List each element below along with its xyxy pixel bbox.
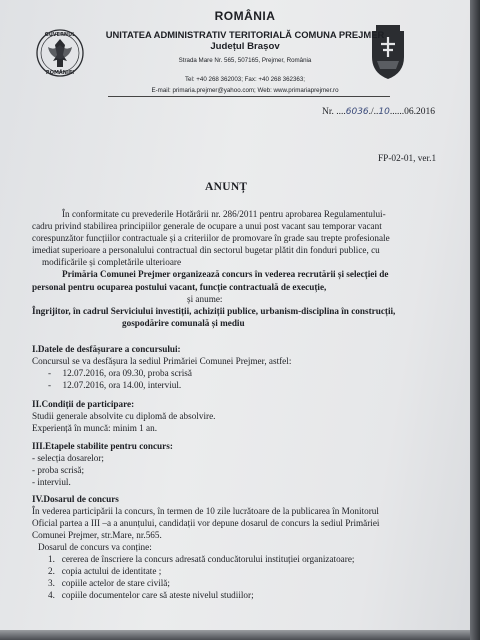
section-text: Comunei Prejmer, str.Mare, nr.565. [32,530,162,540]
header-county: Județul Brașov [210,41,280,52]
list-item: - 12.07.2016, ora 14.00, interviul. [48,380,182,390]
registration-number: Nr. ....6036./..10......06.2016 [322,107,435,117]
connector-text: și anume: [187,293,223,304]
list-item: - interviul. [32,477,71,487]
section-stages [32,440,173,488]
registration-prefix: Nr. [322,107,334,117]
section-text: Studii generale absolvite cu diplomă de absolvire. [32,411,216,421]
section-text: În vederea participării la concurs, în termen de 10 zile lucrătoare de la publicarea în Monitorul [32,506,379,516]
list-item: 2. copia actului de identitate ; [48,566,162,576]
list-item: - 12.07.2016, ora 09.30, proba scrisă [48,368,192,378]
header-organization: UNITATEA ADMINISTRATIV TERITORIALĂ COMUNA PREJMER [105,29,385,40]
list-item: - proba scrisă; [32,465,85,475]
intro-paragraph [32,208,437,329]
position-line: Îngrijitor, în cadrul Serviciului investiții, achiziții publice, urbanism-disciplina în construcții, [32,305,396,316]
section-dates [32,343,291,391]
list-item: - selecția dosarelor; [32,453,104,463]
registration-handwritten-day: 10 [378,107,390,117]
section-text: Oficial partea a III –a a anunțului, candidații vor depune dosarul de concurs la sediul Primăriei [32,518,380,528]
section-text: Experiență în muncă: minim 1 an. [32,423,158,433]
section-conditions [32,398,215,434]
intro-line: cadru privind stabilirea principiilor generale de ocupare a unui post vacant sau temporar vacant [32,221,382,232]
section-heading: III.Etapele stabilite pentru concurs: [32,441,173,451]
list-item: 1. cererea de înscriere la concurs adresată conducătorului instituției organizatoare; [48,554,355,564]
emblem-text-bottom: ROMÂNIEI [45,70,75,76]
section-heading: II.Condiții de participare: [32,399,135,409]
registration-suffix: .06.2016 [401,107,435,117]
table-surface [0,630,470,640]
header-phone: Tel: +40 268 362003; Fax: +40 268 362363; [184,76,306,83]
section-heading: I.Datele de desfășurare a concursului: [32,344,181,354]
intro-line: modificările și completările ulterioare [42,257,182,268]
section-heading: IV.Dosarul de concurs [32,494,119,504]
document-title: ANUNȚ [205,181,248,193]
emblem-text-top: GUVERNUL [44,32,76,38]
position-line: gospodărire comunală și mediu [122,317,245,328]
intro-line: imediat superioare a personalului contractual din sectorul bugetar plătit din fonduri publice, cu [32,245,380,256]
section-dossier [32,493,379,601]
government-emblem-icon [34,23,86,87]
registration-handwritten-number: 6036 [345,107,369,117]
announcement-line: Primăria Comunei Prejmer organizează concurs în vederea recrutării și selecției de [62,269,389,280]
header-address: Strada Mare Nr. 565, 507165, Prejmer, România [178,57,312,64]
intro-line: corespunzător funcțiilor contractuale și a criteriilor de promovare în grade sau trepte profesionale [32,233,390,244]
intro-line: În conformitate cu prevederile Hotărârii nr. 286/2011 pentru aprobarea Regulamentului- [62,209,386,219]
announcement-line: personal pentru ocuparea postului vacant, funcție contractuală de execuție, [32,281,327,292]
header-divider [108,96,390,97]
header-email: E-mail: primaria.prejmer@yahoo.com; Web: www.primariaprejmer.ro [151,87,339,94]
section-text: Concursul se va desfășura la sediul Primăriei Comunei Prejmer, astfel: [32,356,292,366]
page-edge-shadow [470,0,480,640]
header-country: ROMÂNIA [214,9,276,23]
section-text: Dosarul de concurs va conține: [38,542,152,552]
list-item: 3. copiile actelor de stare civilă; [48,578,170,588]
form-code: FP-02-01, ver.1 [378,154,437,164]
list-item: 4. copiile documentelor care să ateste nivelul studiilor; [48,590,254,600]
dossier-list [32,553,379,601]
